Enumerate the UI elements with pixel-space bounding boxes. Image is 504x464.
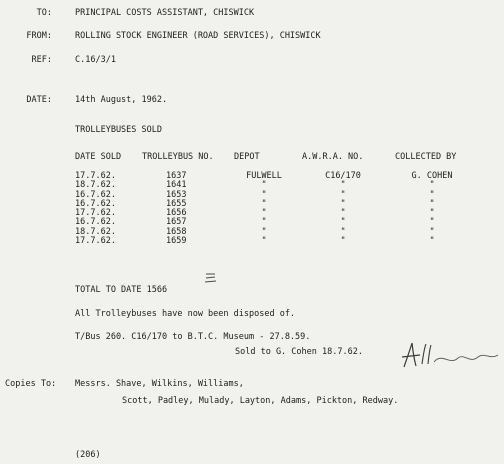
table-cell-awra-no: " — [340, 236, 346, 247]
table-cell-trolleybus-no: 1657 — [166, 217, 187, 228]
table-cell-depot: " — [261, 198, 267, 209]
table-cell-date: 16.7.62. — [75, 189, 116, 200]
table-cell-trolleybus-no: 1641 — [166, 180, 187, 191]
table-cell-collected-by: " — [429, 236, 435, 247]
header-awra-no: A.W.R.A. NO. — [302, 152, 364, 162]
table-cell-awra-no: " — [340, 189, 346, 200]
table-cell-awra-no: C16/170 — [325, 171, 361, 181]
ref-value: C.16/3/1 — [75, 55, 116, 65]
table-cell-trolleybus-no: 1658 — [166, 226, 187, 237]
to-label: TO: — [36, 8, 52, 18]
table-cell-trolleybus-no: 1659 — [166, 236, 187, 247]
table-cell-depot: FULWELL — [246, 171, 282, 181]
footer-page-number: (206) — [75, 450, 101, 460]
column-trolleybus-no — [166, 172, 206, 246]
copies-line2: Scott, Padley, Mulady, Layton, Adams, Pickton, Redway. — [122, 396, 399, 406]
table-cell-collected-by: G. COHEN — [411, 171, 453, 181]
table-cell-trolleybus-no: 1655 — [166, 198, 187, 209]
table-cell-depot: " — [261, 217, 267, 228]
table-cell-depot: " — [261, 208, 267, 219]
table-cell-date: 18.7.62. — [75, 226, 116, 237]
column-date-sold — [75, 172, 135, 246]
table-cell-awra-no: " — [340, 208, 346, 219]
table-cell-awra-no: " — [340, 198, 346, 209]
header-depot: DEPOT — [234, 152, 260, 162]
table-cell-date: 18.7.62. — [75, 180, 116, 191]
table-cell-depot: " — [261, 236, 267, 247]
table-cell-date: 16.7.62. — [75, 198, 116, 209]
to-value: PRINCIPAL COSTS ASSISTANT, CHISWICK — [75, 8, 255, 18]
table-cell-depot: " — [261, 189, 267, 200]
table-cell-collected-by: " — [429, 208, 435, 219]
from-value: ROLLING STOCK ENGINEER (ROAD SERVICES), CHISWICK — [75, 31, 321, 41]
column-depot — [233, 172, 295, 246]
total-to-date: TOTAL TO DATE 1566 — [75, 285, 168, 295]
tbus-note-line1: T/Bus 260. C16/170 to B.T.C. Museum - 27.8.59. — [75, 332, 311, 342]
table-cell-awra-no: " — [340, 217, 346, 228]
copies-label: Copies To: — [5, 379, 57, 389]
tbus-note-line2: Sold to G. Cohen 18.7.62. — [235, 347, 363, 357]
disposed-note: All Trolleybuses have now been disposed of. — [75, 309, 296, 319]
column-collected-by — [399, 172, 465, 246]
table-cell-date: 16.7.62. — [75, 217, 116, 228]
table-cell-date: 17.7.62. — [75, 236, 116, 247]
header-trolleybus-no: TROLLEYBUS NO. — [142, 152, 214, 162]
table-cell-depot: " — [261, 180, 267, 191]
table-cell-trolleybus-no: 1653 — [166, 189, 187, 200]
from-label: FROM: — [26, 31, 52, 41]
table-cell-collected-by: " — [429, 226, 435, 237]
header-date-sold: DATE SOLD — [75, 152, 122, 162]
table-cell-collected-by: " — [429, 217, 435, 228]
handwritten-tick-mark-icon — [203, 270, 219, 286]
section-title: TROLLEYBUSES SOLD — [75, 125, 162, 135]
copies-line1: Messrs. Shave, Wilkins, Williams, — [75, 379, 244, 389]
table-cell-date: 17.7.62. — [75, 171, 116, 181]
table-cell-awra-no: " — [340, 226, 346, 237]
date-label: DATE: — [26, 95, 52, 105]
table-cell-collected-by: " — [429, 198, 435, 209]
table-cell-awra-no: " — [340, 180, 346, 191]
column-awra-no — [310, 172, 376, 246]
table-cell-collected-by: " — [429, 180, 435, 191]
table-cell-depot: " — [261, 226, 267, 237]
header-collected-by: COLLECTED BY — [395, 152, 457, 162]
handwritten-signature-icon — [398, 340, 502, 370]
table-cell-date: 17.7.62. — [75, 208, 116, 219]
table-cell-trolleybus-no: 1637 — [166, 171, 187, 181]
ref-label: REF: — [31, 55, 52, 65]
date-value: 14th August, 1962. — [75, 95, 168, 105]
table-cell-collected-by: " — [429, 189, 435, 200]
table-cell-trolleybus-no: 1656 — [166, 208, 187, 219]
